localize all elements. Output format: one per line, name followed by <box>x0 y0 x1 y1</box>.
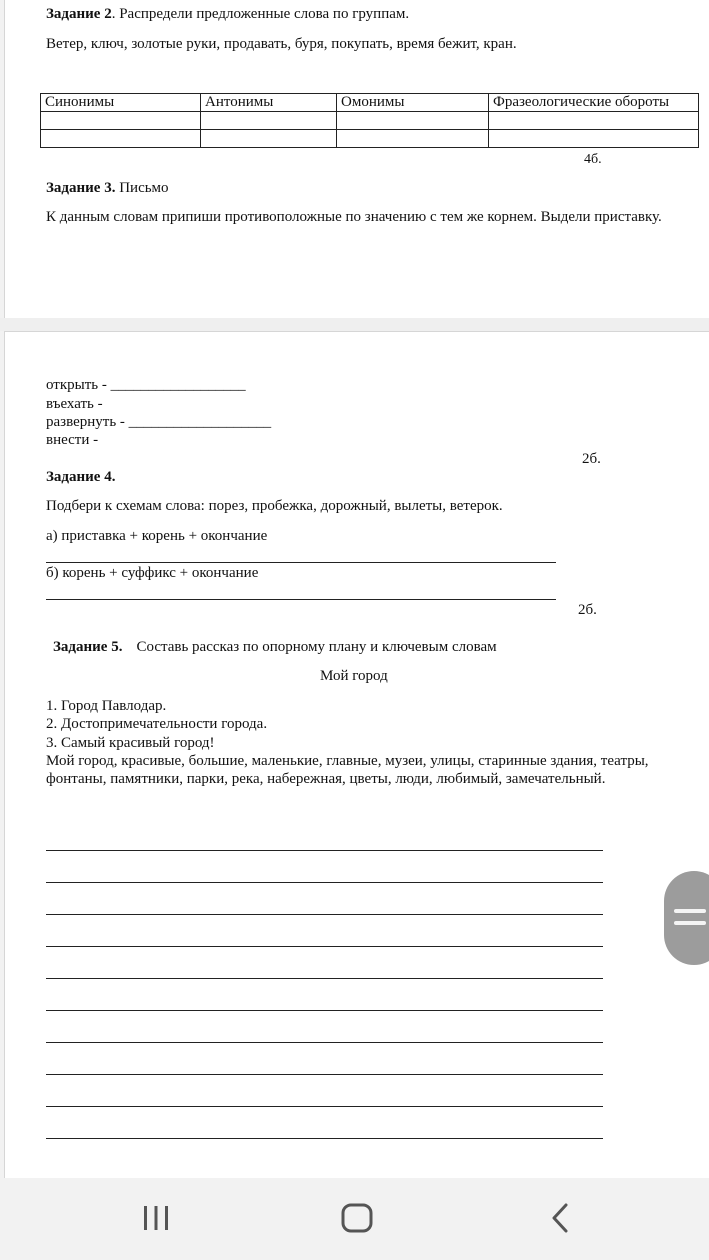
task5-title-rest: Составь рассказ по опорному плану и ключевым словам <box>136 639 497 655</box>
answer-line <box>46 562 556 563</box>
handle-grip-icon <box>674 909 706 913</box>
task3-points: 2б. <box>582 451 601 467</box>
table-cell <box>489 130 699 148</box>
task3-item: въехать - <box>46 396 103 412</box>
task3-instruction: К данным словам припиши противоположные по значению с тем же корнем. Выдели приставку. <box>46 209 662 225</box>
task3-item: внести - <box>46 432 99 448</box>
scroll-handle[interactable] <box>664 871 709 965</box>
plan-item: 1. Город Павлодар. <box>46 698 167 714</box>
task4-scheme-a: а) приставка + корень + окончание <box>46 528 268 544</box>
classification-table <box>40 93 699 148</box>
plan-item: 3. Самый красивый город! <box>46 735 215 751</box>
back-icon <box>548 1202 572 1234</box>
task2-title <box>46 5 409 23</box>
writing-line <box>46 1010 603 1011</box>
writing-line <box>46 978 603 979</box>
task3-title <box>46 179 169 197</box>
story-title: Мой город <box>320 668 388 684</box>
table-cell <box>41 130 201 148</box>
table-cell <box>337 112 489 130</box>
handle-grip-icon <box>674 921 706 925</box>
table-header: Антонимы <box>201 94 337 112</box>
task2-words: Ветер, ключ, золотые руки, продавать, буря, покупать, время бежит, кран. <box>46 36 517 52</box>
recent-apps-icon <box>141 1204 171 1232</box>
writing-line <box>46 1074 603 1075</box>
recent-apps-button[interactable] <box>126 1196 186 1240</box>
writing-line <box>46 1138 603 1139</box>
task3-title-rest: Письмо <box>115 180 169 196</box>
task4-title: Задание 4. <box>46 469 116 485</box>
table-header: Синонимы <box>41 94 201 112</box>
task5-title <box>53 638 497 656</box>
table-cell <box>489 112 699 130</box>
writing-line <box>46 882 603 883</box>
answer-line <box>46 599 556 600</box>
table-cell <box>201 130 337 148</box>
writing-line <box>46 850 603 851</box>
table-header: Омонимы <box>337 94 489 112</box>
task5-keywords: Мой город, красивые, большие, маленькие, главные, музеи, улицы, старинные здания, театры, фонтаны, памятники, парки, река, набережная, цветы, люди, любимый, замечательный. <box>46 753 649 787</box>
writing-line <box>46 1106 603 1107</box>
system-navigation-bar <box>0 1178 709 1260</box>
home-icon <box>340 1202 374 1234</box>
writing-line <box>46 914 603 915</box>
writing-line <box>46 1042 603 1043</box>
plan-item: 2. Достопримечательности города. <box>46 716 268 732</box>
task3-title-bold: Задание 3. <box>46 180 116 196</box>
task2-title-bold: Задание 2 <box>46 6 112 22</box>
table-cell <box>337 130 489 148</box>
task3-item: развернуть - ___________________ <box>46 414 272 430</box>
task4-instruction: Подбери к схемам слова: порез, пробежка, дорожный, вылеты, ветерок. <box>46 498 503 514</box>
task4-points: 2б. <box>578 602 597 618</box>
page-gap <box>0 318 709 331</box>
table-cell <box>41 112 201 130</box>
back-button[interactable] <box>530 1196 590 1240</box>
task2-title-rest: . Распредели предложенные слова по группам. <box>111 6 410 22</box>
home-button[interactable] <box>327 1196 387 1240</box>
task5-title-bold: Задание 5. <box>53 639 123 655</box>
task4-scheme-b: б) корень + суффикс + окончание <box>46 565 259 581</box>
table-cell <box>201 112 337 130</box>
writing-line <box>46 946 603 947</box>
table-header: Фразеологические обороты <box>489 94 699 112</box>
task2-points: 4б. <box>584 152 602 167</box>
task3-item: открыть - __________________ <box>46 377 246 393</box>
